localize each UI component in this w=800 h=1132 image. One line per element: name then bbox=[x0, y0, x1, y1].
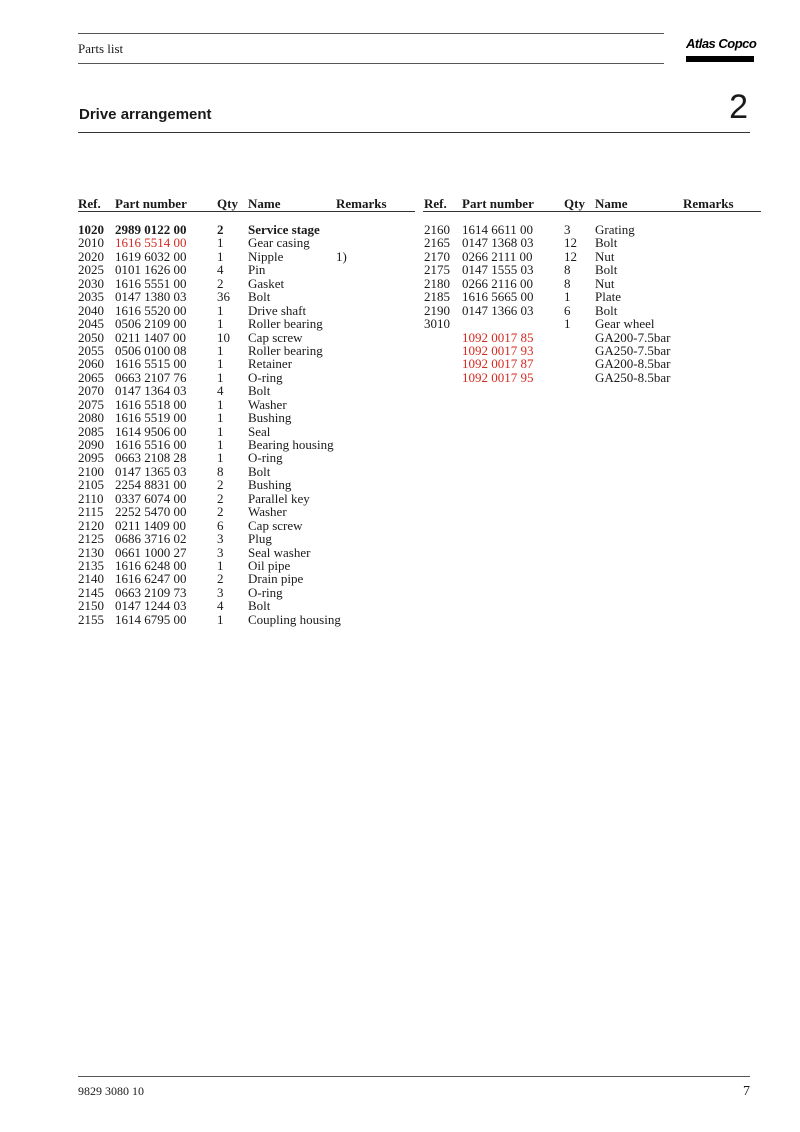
cell-name: Bushing bbox=[248, 477, 292, 493]
cell-name: Seal bbox=[248, 423, 271, 439]
cell-ref: 2080 bbox=[78, 410, 104, 426]
cell-name: O-ring bbox=[248, 584, 283, 600]
cell-name: Service stage bbox=[248, 222, 320, 237]
cell-name: Drive shaft bbox=[248, 302, 307, 318]
cell-name: Bolt bbox=[248, 463, 271, 479]
col-ref-header: Ref. bbox=[424, 196, 447, 211]
cell-ref: 2110 bbox=[78, 490, 104, 506]
cell-ref: 2120 bbox=[78, 517, 104, 533]
cell-ref: 2040 bbox=[78, 302, 104, 318]
cell-qty: 1 bbox=[564, 289, 571, 305]
cell-name: Cap screw bbox=[248, 329, 303, 345]
cell-ref: 3010 bbox=[424, 316, 450, 332]
cell-qty: 1 bbox=[217, 450, 224, 466]
cell-part: 0147 1365 03 bbox=[115, 463, 187, 479]
col-name-header: Name bbox=[595, 196, 628, 211]
cell-name: Bolt bbox=[248, 383, 271, 399]
cell-name: O-ring bbox=[248, 450, 283, 466]
cell-part: 1092 0017 87 bbox=[462, 356, 534, 372]
cell-part: 0337 6074 00 bbox=[115, 490, 187, 506]
atlas-copco-logo bbox=[686, 36, 757, 64]
cell-part: 0147 1380 03 bbox=[115, 289, 187, 305]
cell-ref: 2075 bbox=[78, 396, 104, 412]
cell-part: 0663 2107 76 bbox=[115, 369, 187, 385]
header-rule-top bbox=[78, 33, 664, 34]
col-part-number-header: Part number bbox=[462, 196, 534, 211]
cell-ref: 2145 bbox=[78, 584, 104, 600]
cell-name: Coupling housing bbox=[248, 611, 341, 627]
cell-qty: 2 bbox=[217, 504, 224, 520]
cell-part: 0663 2109 73 bbox=[115, 584, 187, 600]
cell-qty: 6 bbox=[564, 302, 571, 318]
cell-ref: 2050 bbox=[78, 329, 104, 345]
cell-qty: 8 bbox=[564, 275, 571, 291]
cell-qty: 6 bbox=[217, 517, 224, 533]
cell-part: 0663 2108 28 bbox=[115, 450, 187, 466]
cell-name: Nut bbox=[595, 248, 615, 264]
cell-qty: 1 bbox=[217, 611, 224, 627]
cell-qty: 4 bbox=[217, 262, 224, 278]
cell-part: 0147 1555 03 bbox=[462, 262, 534, 278]
cell-qty: 1 bbox=[564, 316, 571, 332]
cell-name: Washer bbox=[248, 396, 287, 412]
cell-ref: 2030 bbox=[78, 275, 104, 291]
cell-name: Nipple bbox=[248, 248, 284, 264]
cell-name: Roller bearing bbox=[248, 316, 323, 332]
cell-qty: 36 bbox=[217, 289, 230, 305]
cell-part: 1614 6795 00 bbox=[115, 611, 187, 627]
header-label: Parts list bbox=[78, 41, 124, 56]
cell-ref: 2160 bbox=[424, 222, 450, 237]
cell-qty: 1 bbox=[217, 342, 224, 358]
cell-part: 1616 5518 00 bbox=[115, 396, 187, 412]
cell-ref: 2090 bbox=[78, 437, 104, 452]
cell-ref: 2135 bbox=[78, 557, 104, 573]
cell-name: Seal washer bbox=[248, 544, 311, 560]
cell-ref: 2060 bbox=[78, 356, 104, 372]
table-header-rule-right bbox=[423, 211, 761, 212]
cell-name: Plate bbox=[595, 289, 621, 305]
cell-qty: 1 bbox=[217, 235, 224, 251]
cell-qty: 2 bbox=[217, 222, 224, 237]
cell-qty: 2 bbox=[217, 275, 224, 291]
cell-ref: 2085 bbox=[78, 423, 104, 439]
cell-name: GA200-7.5bar bbox=[595, 329, 671, 345]
cell-qty: 3 bbox=[564, 222, 571, 237]
cell-part: 0661 1000 27 bbox=[115, 544, 187, 560]
cell-part: 1614 6611 00 bbox=[462, 222, 534, 237]
table-header-rule-left bbox=[78, 211, 415, 212]
cell-part: 2989 0122 00 bbox=[115, 222, 187, 237]
cell-name: Plug bbox=[248, 531, 272, 547]
cell-qty: 8 bbox=[217, 463, 224, 479]
cell-qty: 1 bbox=[217, 396, 224, 412]
cell-part: 1616 5665 00 bbox=[462, 289, 534, 305]
cell-part: 0147 1364 03 bbox=[115, 383, 187, 399]
cell-qty: 2 bbox=[217, 477, 224, 493]
cell-name: Bolt bbox=[595, 262, 618, 278]
cell-name: Pin bbox=[248, 262, 266, 278]
cell-name: Retainer bbox=[248, 356, 293, 372]
cell-qty: 1 bbox=[217, 356, 224, 372]
cell-part: 0147 1368 03 bbox=[462, 235, 534, 251]
cell-name: Bolt bbox=[595, 302, 618, 318]
cell-part: 0211 1407 00 bbox=[115, 329, 187, 345]
cell-part: 1616 5520 00 bbox=[115, 302, 187, 318]
cell-ref: 2180 bbox=[424, 275, 450, 291]
cell-part: 1619 6032 00 bbox=[115, 248, 187, 264]
cell-part: 1616 5514 00 bbox=[115, 235, 187, 251]
cell-part: 1616 5516 00 bbox=[115, 437, 187, 452]
cell-ref: 2035 bbox=[78, 289, 104, 305]
document-code: 9829 3080 10 bbox=[78, 1084, 144, 1098]
cell-qty: 1 bbox=[217, 410, 224, 426]
cell-qty: 4 bbox=[217, 383, 224, 399]
cell-ref: 2140 bbox=[78, 571, 104, 587]
cell-part: 1092 0017 95 bbox=[462, 369, 534, 385]
cell-ref: 2165 bbox=[424, 235, 450, 251]
cell-ref: 2095 bbox=[78, 450, 104, 466]
cell-name: Parallel key bbox=[248, 490, 310, 506]
cell-qty: 3 bbox=[217, 544, 224, 560]
cell-name: GA250-8.5bar bbox=[595, 369, 671, 385]
section-number: 2 bbox=[729, 88, 748, 126]
cell-part: 2252 5470 00 bbox=[115, 504, 187, 520]
cell-part: 0101 1626 00 bbox=[115, 262, 187, 278]
cell-part: 0266 2111 00 bbox=[462, 248, 533, 264]
cell-name: Gasket bbox=[248, 275, 285, 291]
cell-part: 1616 5551 00 bbox=[115, 275, 187, 291]
cell-ref: 2115 bbox=[78, 504, 104, 520]
cell-name: Bearing housing bbox=[248, 437, 334, 452]
cell-ref: 2100 bbox=[78, 463, 104, 479]
cell-name: Washer bbox=[248, 504, 287, 520]
cell-ref: 2125 bbox=[78, 531, 104, 547]
cell-qty: 1 bbox=[217, 423, 224, 439]
cell-part: 0266 2116 00 bbox=[462, 275, 534, 291]
cell-part: 1616 5519 00 bbox=[115, 410, 187, 426]
cell-name: Gear casing bbox=[248, 235, 310, 251]
cell-name: GA200-8.5bar bbox=[595, 356, 671, 372]
cell-qty: 12 bbox=[564, 248, 577, 264]
cell-qty: 4 bbox=[217, 598, 224, 614]
col-remarks-header: Remarks bbox=[336, 196, 387, 211]
cell-name: Roller bearing bbox=[248, 342, 323, 358]
cell-ref: 2130 bbox=[78, 544, 104, 560]
cell-name: Bolt bbox=[248, 289, 271, 305]
cell-name: Gear wheel bbox=[595, 316, 655, 332]
cell-ref: 2170 bbox=[424, 248, 450, 264]
cell-ref: 2025 bbox=[78, 262, 104, 278]
cell-ref: 2150 bbox=[78, 598, 104, 614]
cell-name: Bolt bbox=[595, 235, 618, 251]
section-title: Drive arrangement bbox=[79, 106, 212, 123]
cell-part: 1092 0017 93 bbox=[462, 342, 534, 358]
header-rule-bottom bbox=[78, 63, 664, 64]
cell-ref: 2155 bbox=[78, 611, 104, 627]
cell-name: Bolt bbox=[248, 598, 271, 614]
cell-qty: 10 bbox=[217, 329, 230, 345]
cell-qty: 1 bbox=[217, 557, 224, 573]
col-qty-header: Qty bbox=[217, 196, 238, 211]
cell-part: 1616 6248 00 bbox=[115, 557, 187, 573]
cell-part: 0506 0100 08 bbox=[115, 342, 187, 358]
cell-part: 1616 6247 00 bbox=[115, 571, 187, 587]
cell-name: Bushing bbox=[248, 410, 292, 426]
cell-part: 1616 5515 00 bbox=[115, 356, 187, 372]
cell-part: 0147 1244 03 bbox=[115, 598, 187, 614]
cell-ref: 2045 bbox=[78, 316, 104, 332]
cell-qty: 1 bbox=[217, 437, 224, 452]
cell-ref: 1020 bbox=[78, 222, 104, 237]
cell-name: Nut bbox=[595, 275, 615, 291]
col-part-number-header: Part number bbox=[115, 196, 187, 211]
cell-name: Grating bbox=[595, 222, 635, 237]
cell-ref: 2105 bbox=[78, 477, 104, 493]
cell-name: Drain pipe bbox=[248, 571, 304, 587]
cell-part: 0506 2109 00 bbox=[115, 316, 187, 332]
cell-ref: 2020 bbox=[78, 248, 104, 264]
footer-rule bbox=[78, 1076, 750, 1077]
cell-qty: 2 bbox=[217, 571, 224, 587]
cell-qty: 3 bbox=[217, 531, 224, 547]
page-number: 7 bbox=[743, 1084, 750, 1099]
cell-part: 1092 0017 85 bbox=[462, 329, 534, 345]
col-remarks-header: Remarks bbox=[683, 196, 734, 211]
cell-qty: 1 bbox=[217, 369, 224, 385]
cell-part: 0211 1409 00 bbox=[115, 517, 187, 533]
col-name-header: Name bbox=[248, 196, 281, 211]
col-qty-header: Qty bbox=[564, 196, 585, 211]
cell-part: 2254 8831 00 bbox=[115, 477, 187, 493]
cell-qty: 1 bbox=[217, 302, 224, 318]
logo-text: Atlas Copco bbox=[686, 36, 757, 51]
cell-part: 0147 1366 03 bbox=[462, 302, 534, 318]
cell-qty: 1 bbox=[217, 248, 224, 264]
cell-ref: 2010 bbox=[78, 235, 104, 251]
cell-qty: 12 bbox=[564, 235, 577, 251]
logo-bar bbox=[686, 56, 754, 62]
cell-qty: 3 bbox=[217, 584, 224, 600]
cell-part: 0686 3716 02 bbox=[115, 531, 187, 547]
cell-ref: 2065 bbox=[78, 369, 104, 385]
cell-ref: 2190 bbox=[424, 302, 450, 318]
cell-qty: 1 bbox=[217, 316, 224, 332]
col-ref-header: Ref. bbox=[78, 196, 101, 211]
section-rule bbox=[78, 132, 750, 133]
cell-ref: 2175 bbox=[424, 262, 450, 278]
cell-remarks: 1) bbox=[336, 248, 347, 264]
cell-name: O-ring bbox=[248, 369, 283, 385]
cell-ref: 2070 bbox=[78, 383, 104, 399]
cell-name: Oil pipe bbox=[248, 557, 291, 573]
cell-ref: 2185 bbox=[424, 289, 450, 305]
cell-part: 1614 9506 00 bbox=[115, 423, 187, 439]
cell-name: Cap screw bbox=[248, 517, 303, 533]
cell-qty: 8 bbox=[564, 262, 571, 278]
cell-ref: 2055 bbox=[78, 342, 104, 358]
cell-qty: 2 bbox=[217, 490, 224, 506]
cell-name: GA250-7.5bar bbox=[595, 342, 671, 358]
